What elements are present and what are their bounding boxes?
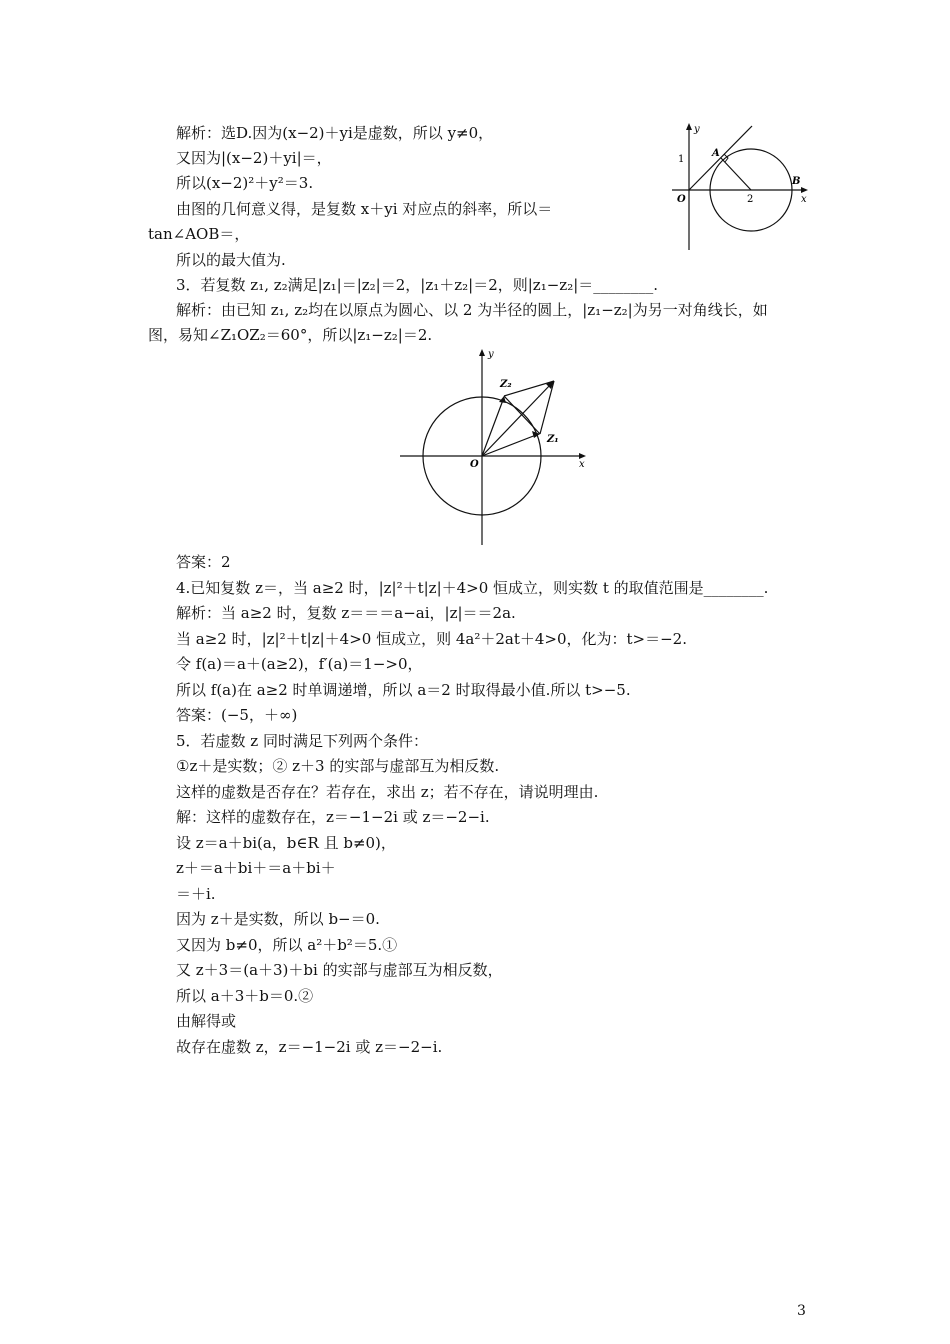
- text-line: ＝＋i.: [176, 885, 216, 903]
- text-line: 答案：(−5，＋∞): [176, 706, 298, 724]
- label-B: B: [792, 176, 801, 187]
- vector-z1: [482, 435, 536, 456]
- radius-line: [721, 158, 751, 190]
- text-line: 解：这样的虚数存在，z＝−1−2i 或 z＝−2−i.: [176, 808, 490, 826]
- page-number: 3: [797, 1303, 806, 1319]
- text-line: 4.已知复数 z＝，当 a≥2 时，|z|²＋t|z|＋4>0 恒成立，则实数 t 的取值范围是________.: [176, 579, 769, 597]
- figure-complex-vectors: [398, 345, 593, 550]
- text-line: 解析：选D.因为(x−2)＋yi是虚数，所以 y≠0，: [176, 124, 494, 142]
- label-A: A: [712, 148, 720, 159]
- text-line: 图，易知∠Z₁OZ₂＝60°，所以|z₁−z₂|＝2.: [148, 326, 433, 344]
- label-x: x: [801, 194, 807, 205]
- label-Z1: Z₁: [547, 434, 559, 445]
- label-Z2: Z₂: [500, 379, 512, 390]
- text-line: 又 z＋3＝(a＋3)＋bi 的实部与虚部互为相反数，: [176, 961, 503, 979]
- text-line: 5．若虚数 z 同时满足下列两个条件：: [176, 732, 428, 750]
- vector-sum: [482, 384, 551, 456]
- label-O: O: [470, 459, 479, 470]
- text-line: 所以的最大值为.: [176, 251, 286, 269]
- text-line: ①z＋是实数；② z＋3 的实部与虚部互为相反数.: [176, 757, 500, 775]
- text-line: 答案：2: [176, 553, 231, 571]
- y-arrow: [479, 349, 485, 356]
- text-line: 这样的虚数是否存在？若存在，求出 z；若不存在，请说明理由.: [176, 783, 599, 801]
- text-line: 由图的几何意义得，是复数 x＋yi 对应点的斜率，所以＝: [176, 200, 553, 218]
- text-line: 当 a≥2 时，|z|²＋t|z|＋4>0 恒成立，则 4a²＋2at＋4>0，化为：t>＝−2.: [176, 630, 687, 648]
- text-line: tan∠AOB＝，: [148, 225, 250, 243]
- label-y: y: [488, 349, 494, 360]
- figure-circle-tangent: [664, 120, 814, 255]
- text-line: 解析：当 a≥2 时，复数 z＝＝＝a−ai，|z|＝＝2a.: [176, 604, 516, 622]
- text-line: 又因为|(x−2)＋yi|＝，: [176, 149, 332, 167]
- label-x: x: [579, 459, 585, 470]
- label-2: 2: [747, 194, 754, 205]
- text-line: 又因为 b≠0，所以 a²＋b²＝5.①: [176, 936, 398, 954]
- text-line: 设 z＝a＋bi(a，b∈R 且 b≠0)，: [176, 834, 396, 852]
- label-O: O: [677, 194, 686, 205]
- label-y: y: [694, 124, 700, 135]
- text-line: 所以(x−2)²＋y²＝3.: [176, 174, 314, 192]
- text-line: 所以 f(a)在 a≥2 时单调递增，所以 a＝2 时取得最小值.所以 t>−5.: [176, 681, 631, 699]
- y-arrow: [686, 123, 692, 130]
- vector-z2: [482, 400, 503, 456]
- text-line: 因为 z＋是实数，所以 b−＝0.: [176, 910, 380, 928]
- text-line: 解析：由已知 z₁, z₂均在以原点为圆心、以 2 为半径的圆上，|z₁−z₂|为另一对角线长，如: [176, 301, 768, 319]
- text-line: 3．若复数 z₁, z₂满足|z₁|＝|z₂|＝2，|z₁＋z₂|＝2，则|z₁−z₂|＝________.: [176, 276, 659, 294]
- text-line: 故存在虚数 z，z＝−1−2i 或 z＝−2−i.: [176, 1038, 443, 1056]
- x-arrow: [801, 187, 808, 193]
- text-line: 令 f(a)＝a＋(a≥2)，f′(a)＝1−>0，: [176, 655, 423, 673]
- text-line: z＋＝a＋bi＋＝a＋bi＋: [176, 859, 336, 877]
- label-1: 1: [678, 154, 685, 165]
- text-line: 所以 a＋3＋b＝0.②: [176, 987, 314, 1005]
- text-line: 由解得或: [176, 1012, 237, 1030]
